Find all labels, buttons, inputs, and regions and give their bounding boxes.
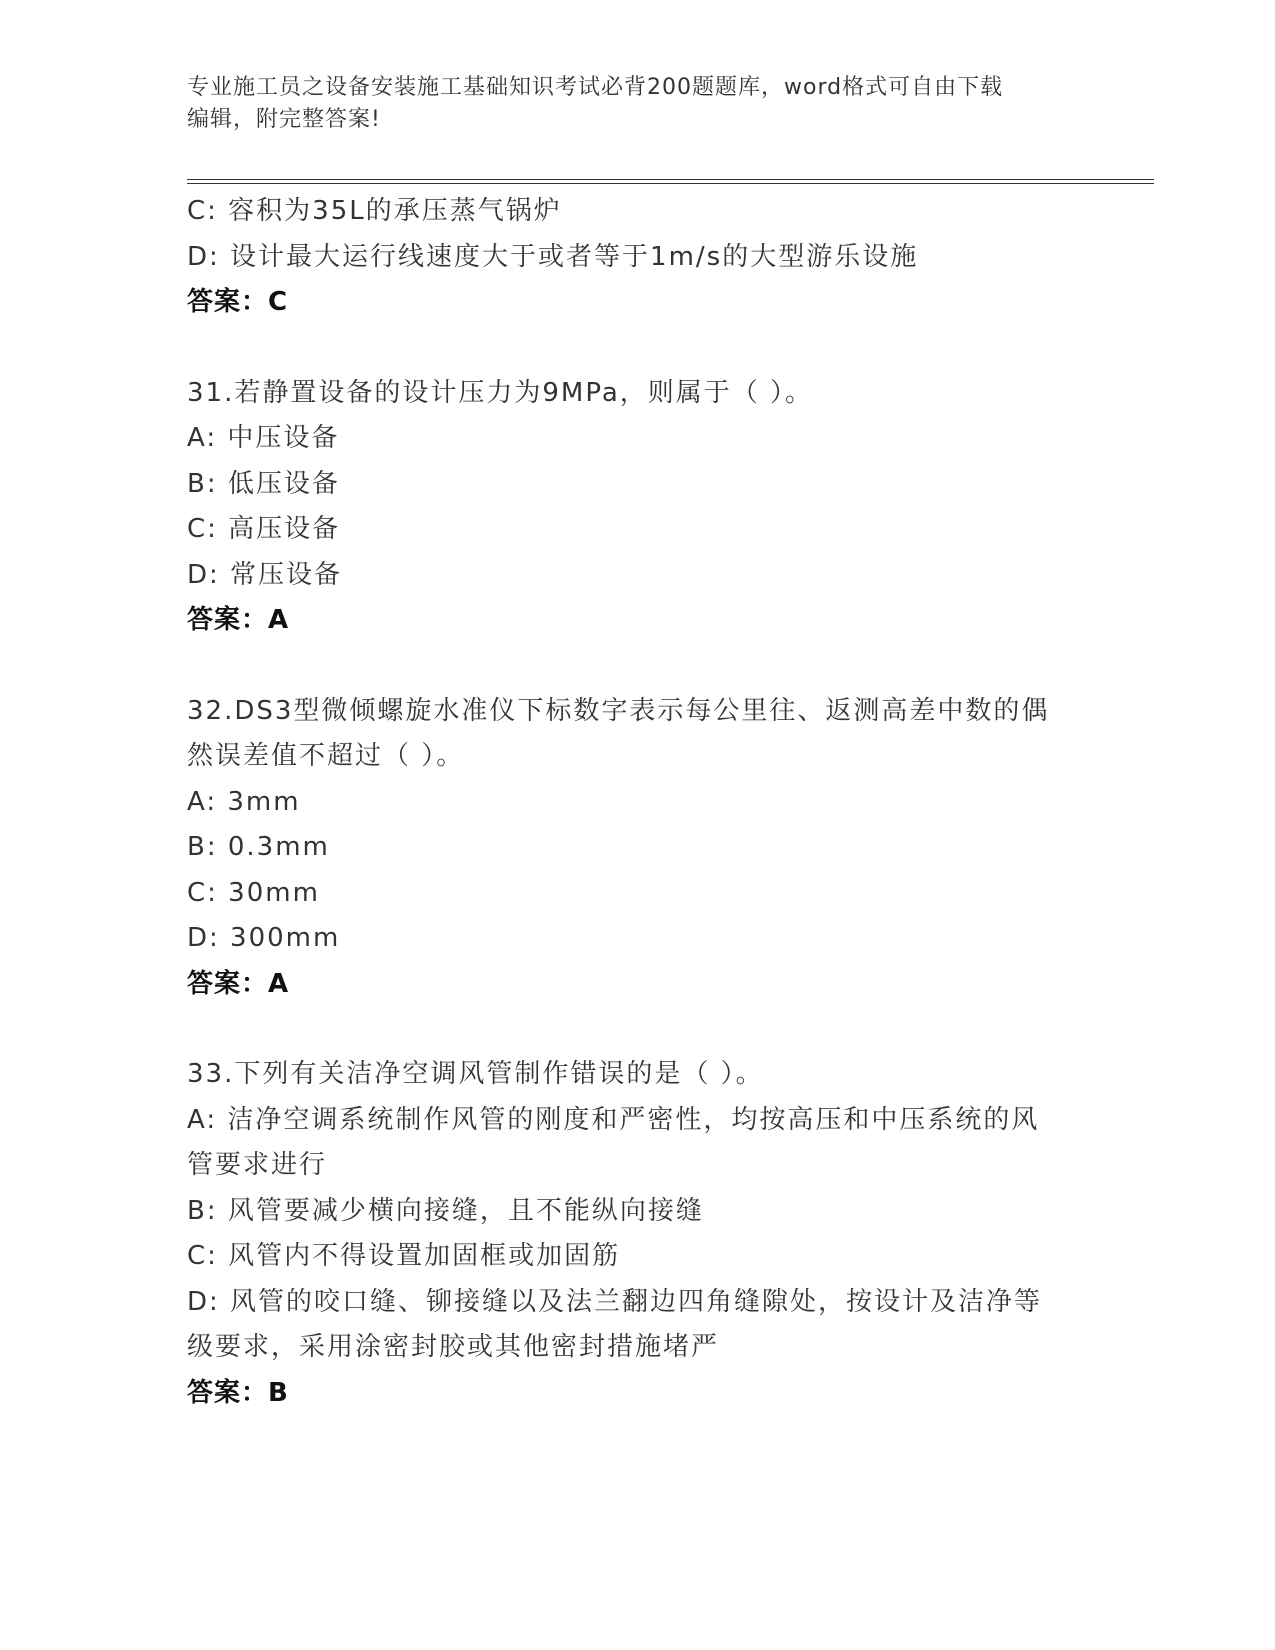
option-a: A: 中压设备 (187, 423, 340, 453)
option-d-line-1: D: 风管的咬口缝、铆接缝以及法兰翻边四角缝隙处，按设计及洁净等 (187, 1286, 1043, 1317)
answer-line: 答案：C (187, 287, 289, 317)
option-a-line-1: A: 洁净空调系统制作风管的刚度和严密性，均按高压和中压系统的风 (187, 1104, 1040, 1135)
header-line-2: 编辑，附完整答案! (187, 107, 381, 132)
option-c: C: 容积为35L的承压蒸气锅炉 (187, 196, 562, 226)
option-b: B: 0.3mm (187, 832, 330, 862)
option-b: B: 低压设备 (187, 468, 340, 499)
spacer (187, 326, 1087, 371)
option-a-line-2: 管要求进行 (187, 1150, 328, 1180)
option-d: D: 常压设备 (187, 559, 343, 590)
document-header (187, 72, 1087, 136)
header-divider-top (187, 179, 1154, 180)
answer-line: 答案：B (187, 1377, 289, 1408)
previous-question-tail (187, 189, 1087, 326)
header-line-1: 专业施工员之设备安装施工基础知识考试必背200题题库，word格式可自由下载 (187, 75, 1004, 100)
answer-line: 答案：A (187, 605, 290, 635)
question-33 (187, 1052, 1087, 1416)
option-d-line-2: 级要求，采用涂密封胶或其他密封措施堵严 (187, 1332, 720, 1362)
option-c: C: 高压设备 (187, 514, 341, 544)
option-c: C: 30mm (187, 877, 320, 908)
question-32 (187, 689, 1087, 1008)
question-content (187, 189, 1087, 1416)
spacer (187, 644, 1087, 689)
option-b: B: 风管要减少横向接缝，且不能纵向接缝 (187, 1195, 704, 1226)
option-a: A: 3mm (187, 786, 301, 817)
question-31 (187, 371, 1087, 644)
spacer (187, 1007, 1087, 1052)
question-stem-line-2: 然误差值不超过（ ）。 (187, 741, 465, 771)
option-d: D: 设计最大运行线速度大于或者等于1m/s的大型游乐设施 (187, 241, 919, 272)
answer-line: 答案：A (187, 968, 290, 999)
option-d: D: 300mm (187, 923, 341, 953)
question-stem: 33.下列有关洁净空调风管制作错误的是（ ）。 (187, 1059, 764, 1089)
question-stem-line-1: 32.DS3型微倾螺旋水准仪下标数字表示每公里往、返测高差中数的偶 (187, 695, 1050, 726)
header-divider-bottom (187, 183, 1154, 184)
question-stem: 31.若静置设备的设计压力为9MPa，则属于（ ）。 (187, 377, 814, 408)
option-c: C: 风管内不得设置加固框或加固筋 (187, 1241, 621, 1271)
